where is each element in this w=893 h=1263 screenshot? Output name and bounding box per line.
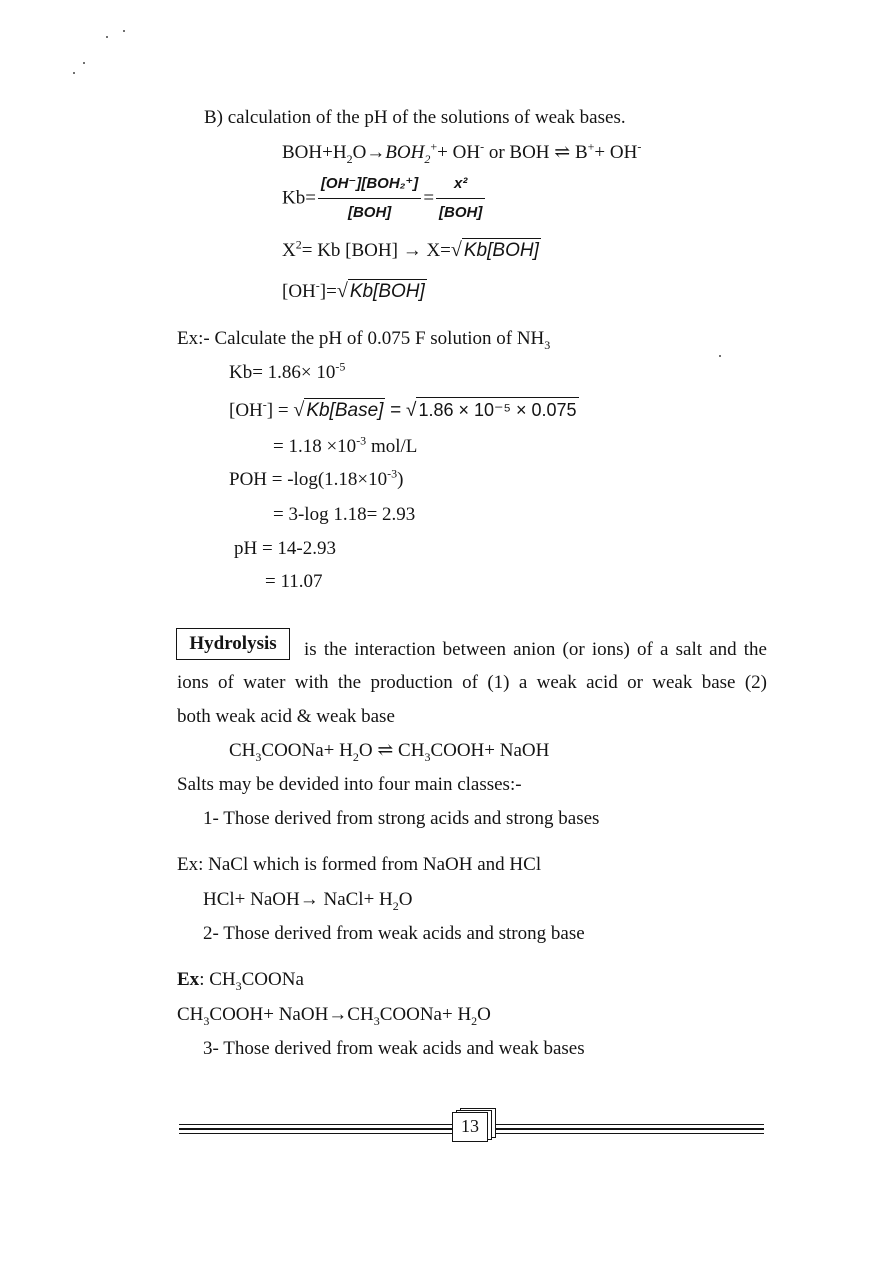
example-title: Ex:- Calculate the pH of 0.075 F solution of $NH_3$	[177, 328, 551, 352]
salt-class-2-example: Ex: $CH_3COONa$	[177, 969, 304, 993]
salt-class-1: 1- Those derived from strong acids and strong bases	[203, 808, 600, 829]
section-b-heading: B) calculation of the pH of the solutions of weak bases.	[204, 107, 626, 128]
footer-rule-right-mid	[494, 1128, 764, 1130]
hydrolysis-definition-line1: is the interaction between anion (or ions) of a salt and the	[304, 639, 767, 660]
salt-class-2-equation: $CH_3COOH+$ $NaOH\to CH_3COONa+ H_2O$	[177, 1004, 491, 1028]
salt-class-1-equation: HCl+ NaOH→ NaCl+ $H_2O$	[203, 889, 413, 913]
salt-class-2: 2- Those derived from weak acids and strong base	[203, 923, 585, 944]
dissociation-equation: $BOH+H_2O\to BOH_2^++ OH^-$ or BOH ⇌ B++ OH-	[282, 139, 642, 166]
hydrolysis-term-box: Hydrolysis	[176, 628, 290, 660]
poh-calculation: POH = $-\log(1.18\times 10^{-3})$	[229, 466, 404, 490]
salt-classes-intro: Salts may be devided into four main classes:-	[177, 774, 522, 795]
scan-speck	[719, 355, 721, 357]
oh-calculation: [OH-] = √ Kb[Base] = √ 1.86 × 10⁻⁵ × 0.075	[229, 397, 577, 421]
footer-rule-right-top	[494, 1124, 764, 1125]
scan-speck	[123, 30, 125, 32]
hydrolysis-equation: $CH_3COONa+ H_2O$ ⇌ $CH_3COOH+$ NaOH	[229, 740, 550, 764]
kb-expression: Kb= $\frac{\text{[OH⁻][BOH₂⁺]}}{\text{[BOH]}}$ = $\frac{\text{x²}}{\text{[BOH]}}$	[282, 172, 487, 225]
footer-rule-left-top	[179, 1124, 453, 1125]
oh-result: = $1.18 \times 10^{-3}$ mol/L	[273, 433, 418, 457]
ph-result: = 11.07	[265, 571, 323, 592]
kb-value: $Kb= 1.86\times 10^{-5}$	[229, 359, 346, 383]
salt-class-3: 3- Those derived from weak acids and weak bases	[203, 1038, 585, 1059]
footer-rule-left-bottom	[179, 1133, 453, 1134]
footer-rule-left-mid	[179, 1128, 453, 1130]
scan-speck	[106, 36, 108, 38]
scan-speck	[73, 72, 75, 74]
poh-result: = 3-log 1.18= 2.93	[273, 504, 416, 525]
scan-speck	[83, 62, 85, 64]
footer-rule-right-bottom	[494, 1133, 764, 1134]
x-squared-equation: $X^2= Kb$ [BOH] → X=√ Kb[BOH]	[282, 237, 539, 261]
page-number: 13	[452, 1112, 488, 1142]
hydroxide-equation: [OH-]=√ Kb[BOH]	[282, 278, 425, 302]
ph-calculation: pH = 14-2.93	[234, 538, 337, 559]
salt-class-1-example: Ex: NaCl which is formed from NaOH and HCl	[177, 854, 542, 875]
hydrolysis-definition-line2: ions of water with the production of (1) a weak acid or weak base (2)	[177, 672, 767, 693]
hydrolysis-definition-line3: both weak acid & weak base	[177, 706, 395, 727]
